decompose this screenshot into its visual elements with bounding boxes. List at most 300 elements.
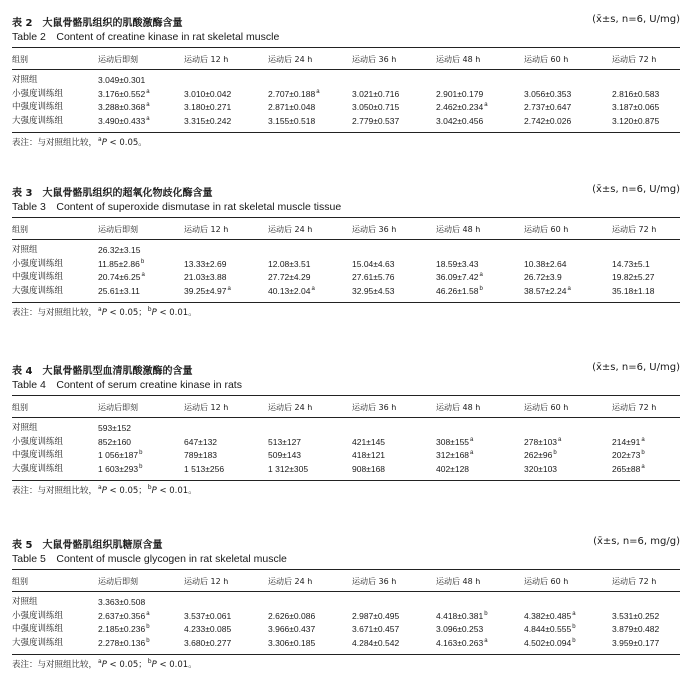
significance-mark: a [311,285,315,292]
table-row [12,436,680,449]
significance-mark: a [146,102,150,109]
table-cell [98,285,140,298]
table-row [12,422,680,435]
table-cell [612,436,645,449]
significance-mark: b [140,258,145,265]
column-header: 运动后 24 h [268,55,313,64]
table-cell [524,610,576,623]
table-cell [98,258,144,271]
cell-value: 3.187±0.065 [612,102,660,113]
cell-value: 12.08±3.51 [268,258,311,269]
table-cell [98,88,150,101]
column-header: 运动后 48 h [436,225,481,234]
table-cell [184,623,231,636]
cell-value: 46.26±1.58 [436,285,479,296]
table-cell [436,610,488,623]
table-caption-cn: 表 3 大鼠骨骼肌组织的超氧化物歧化酶含量 [12,188,213,199]
column-header: 运动后 36 h [352,225,397,234]
significance-mark: a [572,610,576,617]
table-cell [352,623,399,636]
note-superscript: b [147,484,152,491]
data-table [12,362,680,512]
table-cell [98,115,150,128]
cell-value: 10.38±2.64 [524,258,567,269]
table-cell [612,449,645,462]
significance-mark: b [479,285,483,292]
cell-value: 20.74±6.25 [98,272,141,283]
column-header: 运动后 24 h [268,577,313,586]
cell-value: 27.61±5.76 [352,272,395,283]
group-name: 小强度训练组 [12,258,64,269]
significance-mark: a [641,463,645,470]
note-p-symbol: P [101,138,107,148]
table-cell [98,596,145,609]
table-cell [524,88,571,101]
table-row [12,596,680,609]
table-cell [268,463,308,476]
table-cell [612,285,654,298]
cell-value: 26.32±3.15 [98,245,141,255]
significance-mark: a [558,436,562,443]
table-cell [352,88,399,101]
cell-value: 3.021±0.716 [352,88,400,99]
table-row [12,258,680,271]
significance-mark: a [470,436,474,443]
note-p-symbol: P [151,308,157,318]
significance-mark: b [484,610,488,617]
cell-value: 2.637±0.356 [98,610,146,621]
note-p-symbol: P [101,308,107,318]
table-cell [184,436,217,449]
cell-value: 3.680±0.277 [184,637,232,648]
cell-value: 4.382±0.485 [524,610,572,621]
table-header-rule [12,417,680,418]
table-cell [98,74,145,87]
table-note: 表注：与对照组比较，$^a$P < 0.05；$^b$P < 0.01。 [12,658,197,670]
cell-value: 4.284±0.542 [352,637,400,648]
cell-value: 647±132 [184,436,218,447]
cell-value: 2.901±0.179 [436,88,484,99]
table-caption-cn: 表 4 大鼠骨骼肌型血清肌酸激酶的含量 [12,366,193,377]
table-cell [184,258,226,271]
table-cell [612,88,659,101]
cell-value: 3.966±0.437 [268,624,316,635]
table-cell [98,463,142,476]
cell-value: 421±145 [352,436,386,447]
cell-value: 418±121 [352,450,386,461]
column-header: 运动后 36 h [352,577,397,586]
cell-value: 278±103 [524,436,558,447]
significance-mark: b [139,463,143,470]
table-cell [268,285,315,298]
significance-mark: b [572,624,576,631]
table-cell [436,115,483,128]
table-row [12,88,680,101]
table-cell [184,271,226,284]
significance-mark: a [146,610,150,617]
group-name: 对照组 [12,245,38,255]
table-cell [352,449,385,462]
cell-value: 312±168 [436,450,470,461]
table-unit: (x̄±s, n=6, U/mg) [592,362,680,373]
table-row [12,463,680,476]
cell-value: 4.233±0.085 [184,624,232,635]
cell-value: 3.176±0.552 [98,88,146,99]
significance-mark: b [139,450,143,457]
cell-value: 265±88 [612,463,641,474]
data-table [12,184,680,334]
cell-value: 2.816±0.583 [612,88,660,99]
cell-value: 2.278±0.136 [98,637,146,648]
column-header: 运动后 12 h [184,55,229,64]
cell-value: 3.363±0.508 [98,597,146,607]
column-header: 运动后 72 h [612,225,657,234]
cell-value: 2.185±0.236 [98,624,146,635]
cell-value: 852±160 [98,436,132,447]
table-cell [98,610,150,623]
significance-mark: b [146,624,150,631]
table-cell [268,101,315,114]
cell-value: 1 603±293 [98,463,139,474]
table-cell [98,101,150,114]
cell-value: 2.707±0.188 [268,88,316,99]
note-superscript: b [147,658,152,665]
table-header-row [12,401,680,414]
cell-value: 3.042±0.456 [436,115,484,126]
significance-mark: a [567,285,571,292]
table-cell [612,115,659,128]
cell-value: 509±143 [268,450,302,461]
table-cell [98,422,131,435]
table-cell [524,258,566,271]
table-caption-en: Table 2 Content of creatine kinase in rat skeletal muscle [12,31,280,43]
column-header: 运动后即刻 [98,55,138,64]
group-name: 小强度训练组 [12,610,64,621]
note-superscript: b [147,306,152,313]
data-table [12,536,680,686]
table-cell [268,258,310,271]
table-cell [184,449,217,462]
table-cell [612,637,659,650]
table-cell [98,449,142,462]
cell-value: 3.531±0.252 [612,610,660,621]
cell-value: 3.537±0.061 [184,610,232,621]
cell-value: 2.871±0.048 [268,102,316,113]
table-cell [98,271,145,284]
cell-value: 2.462±0.234 [436,102,484,113]
table-cell [612,101,659,114]
significance-mark: a [146,115,150,122]
significance-mark: a [141,272,145,279]
cell-value: 3.288±0.368 [98,102,146,113]
column-header: 运动后 60 h [524,577,569,586]
table-top-rule [12,47,680,48]
note-superscript: a [98,658,102,665]
table-cell [524,637,576,650]
table-cell [268,610,315,623]
table-top-rule [12,569,680,570]
table-cell [524,623,576,636]
table-cell [436,463,469,476]
cell-value: 3.180±0.271 [184,102,232,113]
table-unit: (x̄±s, n=6, mg/g) [593,536,680,547]
table-header-rule [12,69,680,70]
group-name: 大强度训练组 [12,285,64,296]
cell-value: 18.59±3.43 [436,258,479,269]
table-row [12,637,680,650]
table-cell [268,271,310,284]
cell-value: 36.09±7.42 [436,272,479,283]
table-cell [268,449,301,462]
table-row [12,74,680,87]
note-p-symbol: P [151,486,157,496]
table-cell [436,449,473,462]
table-cell [98,623,150,636]
table-cell [612,258,650,271]
cell-value: 3.959±0.177 [612,637,660,648]
column-header: 运动后 60 h [524,225,569,234]
table-cell [184,101,231,114]
group-name: 对照组 [12,597,38,607]
group-name: 大强度训练组 [12,463,64,474]
column-header: 运动后 24 h [268,225,313,234]
significance-mark: b [641,450,645,457]
table-row [12,101,680,114]
cell-value: 32.95±4.53 [352,285,395,296]
table-cell [268,436,301,449]
table-cell [184,637,231,650]
note-superscript: a [98,136,102,143]
column-header: 运动后 12 h [184,403,229,412]
cell-value: 320±103 [524,463,558,474]
column-header: 运动后 48 h [436,577,481,586]
cell-value: 2.737±0.647 [524,102,572,113]
cell-value: 1 312±305 [268,463,309,474]
table-row [12,285,680,298]
table-cell [268,637,315,650]
cell-value: 262±96 [524,450,553,461]
table-caption-cn: 表 2 大鼠骨骼肌组织的肌酸激酶含量 [12,18,183,29]
group-name: 大强度训练组 [12,637,64,648]
table-cell [524,285,571,298]
column-header: 组别 [12,55,28,64]
cell-value: 3.306±0.185 [268,637,316,648]
table-top-rule [12,395,680,396]
table-cell [352,436,385,449]
table-cell [436,101,488,114]
cell-value: 1 513±256 [184,463,225,474]
group-name: 中强度训练组 [12,102,64,113]
table-cell [184,115,231,128]
table-row [12,115,680,128]
cell-value: 13.33±2.69 [184,258,227,269]
cell-value: 402±128 [436,463,470,474]
table-cell [612,271,654,284]
table-cell [524,449,557,462]
cell-value: 593±152 [98,423,132,433]
table-cell [352,271,394,284]
table-cell [436,623,483,636]
column-header: 运动后 12 h [184,577,229,586]
cell-value: 3.049±0.301 [98,75,146,85]
table-header-row [12,53,680,66]
table-caption-en: Table 3 Content of superoxide dismutase in rat skeletal muscle tissue [12,201,342,213]
table-cell [184,610,231,623]
cell-value: 2.987±0.495 [352,610,400,621]
column-header: 运动后 36 h [352,403,397,412]
column-header: 组别 [12,225,28,234]
cell-value: 3.155±0.518 [268,115,316,126]
cell-value: 202±73 [612,450,641,461]
table-header-rule [12,591,680,592]
table-unit: (x̄±s, n=6, U/mg) [592,14,680,25]
group-name: 小强度训练组 [12,436,64,447]
column-header: 运动后 36 h [352,55,397,64]
significance-mark: a [484,637,488,644]
cell-value: 3.490±0.433 [98,115,146,126]
note-p-symbol: P [151,660,157,670]
table-cell [268,623,315,636]
significance-mark: b [553,450,557,457]
column-header: 运动后即刻 [98,225,138,234]
table-cell [352,285,394,298]
table-cell [184,285,231,298]
table-cell [436,436,473,449]
table-cell [612,610,659,623]
cell-value: 3.120±0.875 [612,115,660,126]
cell-value: 40.13±2.04 [268,285,311,296]
column-header: 运动后 48 h [436,55,481,64]
table-caption-cn: 表 5 大鼠骨骼肌组织肌糖原含量 [12,540,163,551]
column-header: 运动后 48 h [436,403,481,412]
column-header: 运动后 24 h [268,403,313,412]
table-bottom-rule [12,480,680,481]
cell-value: 25.61±3.11 [98,285,140,296]
cell-value: 21.03±3.88 [184,272,227,283]
table-cell [352,637,399,650]
table-header-row [12,223,680,236]
note-superscript: a [98,306,102,313]
table-note: 表注：与对照组比较，$^a$P < 0.05；$^b$P < 0.01。 [12,306,197,318]
cell-value: 11.85±2.86 [98,258,140,269]
table-cell [524,463,557,476]
table-row [12,449,680,462]
table-cell [436,258,478,271]
table-cell [352,610,399,623]
cell-value: 26.72±3.9 [524,272,562,283]
table-cell [268,115,315,128]
significance-mark: a [470,450,474,457]
cell-value: 3.671±0.457 [352,624,400,635]
cell-value: 908±168 [352,463,386,474]
column-header: 组别 [12,577,28,586]
table-cell [524,271,562,284]
table-cell [524,101,571,114]
table-cell [98,244,140,257]
table-cell [436,285,483,298]
cell-value: 4.163±0.263 [436,637,484,648]
cell-value: 2.742±0.026 [524,115,572,126]
column-header: 组别 [12,403,28,412]
table-bottom-rule [12,132,680,133]
table-cell [98,436,131,449]
table-cell [524,115,571,128]
column-header: 运动后 72 h [612,403,657,412]
table-cell [98,637,150,650]
table-cell [352,101,399,114]
group-name: 中强度训练组 [12,450,64,461]
data-table [12,14,680,164]
table-cell [436,637,488,650]
table-cell [436,271,483,284]
table-unit: (x̄±s, n=6, U/mg) [592,184,680,195]
cell-value: 1 056±187 [98,450,139,461]
table-bottom-rule [12,654,680,655]
group-name: 对照组 [12,423,38,433]
note-superscript: a [98,484,102,491]
table-cell [184,88,231,101]
column-header: 运动后即刻 [98,403,138,412]
cell-value: 3.879±0.482 [612,624,660,635]
table-cell [184,463,224,476]
cell-value: 3.050±0.715 [352,102,400,113]
cell-value: 3.056±0.353 [524,88,572,99]
significance-mark: a [227,285,231,292]
table-caption-en: Table 4 Content of serum creatine kinase in rats [12,379,242,391]
group-name: 小强度训练组 [12,88,64,99]
group-name: 中强度训练组 [12,272,64,283]
column-header: 运动后 60 h [524,55,569,64]
cell-value: 2.626±0.086 [268,610,316,621]
note-p-symbol: P [101,660,107,670]
significance-mark: b [572,637,576,644]
cell-value: 2.779±0.537 [352,115,400,126]
significance-mark: a [484,102,488,109]
cell-value: 27.72±4.29 [268,272,311,283]
table-cell [612,463,645,476]
cell-value: 789±183 [184,450,218,461]
column-header: 运动后 72 h [612,55,657,64]
note-p-symbol: P [101,486,107,496]
cell-value: 214±91 [612,436,641,447]
cell-value: 19.82±5.27 [612,272,655,283]
table-header-rule [12,239,680,240]
cell-value: 4.502±0.094 [524,637,572,648]
significance-mark: b [146,637,150,644]
column-header: 运动后即刻 [98,577,138,586]
table-top-rule [12,217,680,218]
table-row [12,271,680,284]
table-caption-en: Table 5 Content of muscle glycogen in rat skeletal muscle [12,553,287,565]
table-cell [352,258,394,271]
table-bottom-rule [12,302,680,303]
cell-value: 3.010±0.042 [184,88,232,99]
significance-mark: a [479,272,483,279]
table-note: 表注：与对照组比较，$^a$P < 0.05；$^b$P < 0.01。 [12,484,197,496]
column-header: 运动后 12 h [184,225,229,234]
significance-mark: a [146,88,150,95]
table-row [12,623,680,636]
significance-mark: a [641,436,645,443]
table-cell [612,623,659,636]
column-header: 运动后 60 h [524,403,569,412]
cell-value: 308±155 [436,436,470,447]
cell-value: 38.57±2.24 [524,285,567,296]
table-row [12,244,680,257]
column-header: 运动后 72 h [612,577,657,586]
table-cell [352,463,385,476]
cell-value: 3.315±0.242 [184,115,232,126]
